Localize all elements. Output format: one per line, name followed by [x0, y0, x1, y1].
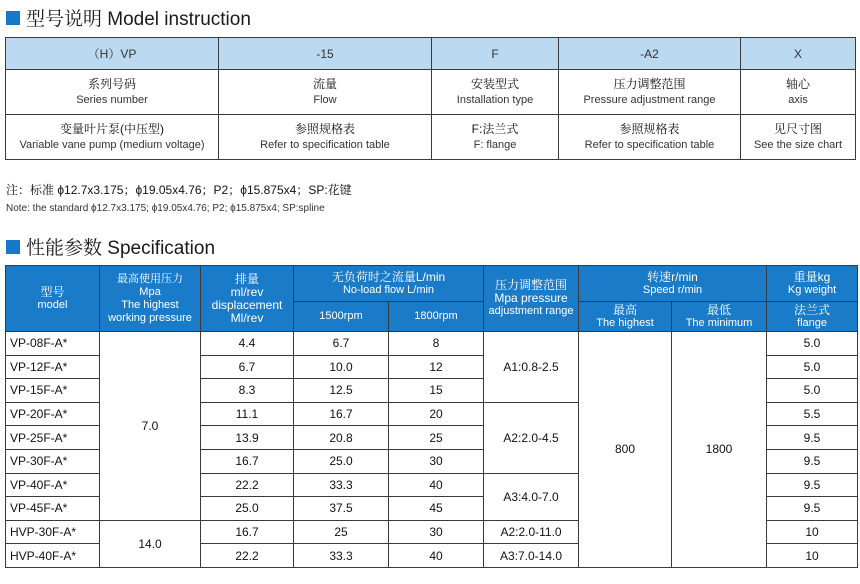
model-cell: VP-40F-A*	[6, 473, 100, 497]
header-displacement: 排量 ml/rev displacement Ml/rev	[201, 266, 294, 332]
section-marker-icon	[6, 11, 20, 25]
flow1500-cell: 37.5	[294, 497, 389, 521]
model-cell: VP-30F-A*	[6, 449, 100, 473]
flow1500-cell: 33.3	[294, 473, 389, 497]
code-install: F	[432, 38, 559, 70]
adjust-cell: A3:7.0-14.0	[484, 544, 579, 568]
disp-cell: 4.4	[201, 332, 294, 356]
header-1800rpm: 1800rpm	[389, 302, 484, 332]
section-title-spec	[6, 233, 215, 260]
header-pressure: 最高使用压力 Mpa The highest working pressure	[100, 266, 201, 332]
adjust-cell: A3:4.0-7.0	[484, 473, 579, 520]
note-en: Note: the standard ϕ12.7x3.175; ϕ19.05x4.76; P2; ϕ15.875x4; SP:spline	[6, 203, 325, 214]
flow1800-cell: 45	[389, 497, 484, 521]
flow1800-cell: 8	[389, 332, 484, 356]
code-flow: -15	[219, 38, 432, 70]
label-cell: 流量 Flow	[219, 70, 432, 115]
flow1800-cell: 15	[389, 379, 484, 403]
speed-highest-cell: 800	[579, 332, 672, 568]
desc-cell: 参照规格表 Refer to specification table	[559, 115, 741, 160]
header-adjust: 压力调整范围 Mpa pressure adjustment range	[484, 266, 579, 332]
desc-cell: 变量叶片泵(中压型) Variable vane pump (medium voltage)	[6, 115, 219, 160]
header-weight: 重量kg Kg weight	[767, 266, 858, 302]
model-cell: VP-15F-A*	[6, 379, 100, 403]
header-speed-highest: 最高 The highest	[579, 302, 672, 332]
header-flow: 无负荷时之流量L/min No-load flow L/min	[294, 266, 484, 302]
model-cell: VP-12F-A*	[6, 355, 100, 379]
header-model: 型号 model	[6, 266, 100, 332]
weight-cell: 5.0	[767, 332, 858, 356]
code-series: （H）VP	[6, 38, 219, 70]
model-label-row	[6, 70, 856, 115]
weight-cell: 5.0	[767, 379, 858, 403]
adjust-cell: A2:2.0-4.5	[484, 402, 579, 473]
header-flange: 法兰式 flange	[767, 302, 858, 332]
weight-cell: 5.5	[767, 402, 858, 426]
disp-cell: 16.7	[201, 520, 294, 544]
flow1500-cell: 25.0	[294, 449, 389, 473]
header-1500rpm: 1500rpm	[294, 302, 389, 332]
flow1500-cell: 10.0	[294, 355, 389, 379]
code-axis: X	[741, 38, 856, 70]
model-code-row	[6, 38, 856, 70]
flow1500-cell: 25	[294, 520, 389, 544]
code-pressure: -A2	[559, 38, 741, 70]
weight-cell: 10	[767, 544, 858, 568]
model-cell: VP-08F-A*	[6, 332, 100, 356]
header-speed: 转速r/min Speed r/min	[579, 266, 767, 302]
model-desc-row	[6, 115, 856, 160]
flow1800-cell: 40	[389, 544, 484, 568]
section-title-text: 性能参数 Specification	[26, 238, 216, 259]
label-cell: 安装型式 Installation type	[432, 70, 559, 115]
model-cell: VP-20F-A*	[6, 402, 100, 426]
label-cell: 压力调整范围 Pressure adjustment range	[559, 70, 741, 115]
speed-minimum-cell: 1800	[672, 332, 767, 568]
header-speed-minimum: 最低 The minimum	[672, 302, 767, 332]
disp-cell: 22.2	[201, 544, 294, 568]
flow1800-cell: 40	[389, 473, 484, 497]
flow1800-cell: 20	[389, 402, 484, 426]
flow1500-cell: 20.8	[294, 426, 389, 450]
section-marker-icon	[6, 240, 20, 254]
model-cell: VP-45F-A*	[6, 497, 100, 521]
note-cn: 注：标准 ϕ12.7x3.175；ϕ19.05x4.76；P2；ϕ15.875x4；SP:花键	[6, 183, 352, 197]
weight-cell: 10	[767, 520, 858, 544]
disp-cell: 22.2	[201, 473, 294, 497]
adjust-cell: A2:2.0-11.0	[484, 520, 579, 544]
disp-cell: 11.1	[201, 402, 294, 426]
desc-cell: F:法兰式 F: flange	[432, 115, 559, 160]
pressure-cell: 7.0	[100, 332, 201, 521]
label-cell: 轴心 axis	[741, 70, 856, 115]
model-cell: HVP-30F-A*	[6, 520, 100, 544]
weight-cell: 5.0	[767, 355, 858, 379]
specification-table	[5, 265, 858, 568]
flow1500-cell: 12.5	[294, 379, 389, 403]
flow1500-cell: 33.3	[294, 544, 389, 568]
section-title-model	[6, 4, 251, 31]
model-instruction-table	[5, 37, 856, 160]
desc-cell: 见尺寸图 See the size chart	[741, 115, 856, 160]
desc-cell: 参照规格表 Refer to specification table	[219, 115, 432, 160]
weight-cell: 9.5	[767, 449, 858, 473]
label-cell: 系列号码 Series number	[6, 70, 219, 115]
weight-cell: 9.5	[767, 497, 858, 521]
flow1800-cell: 25	[389, 426, 484, 450]
disp-cell: 25.0	[201, 497, 294, 521]
disp-cell: 16.7	[201, 449, 294, 473]
disp-cell: 6.7	[201, 355, 294, 379]
disp-cell: 13.9	[201, 426, 294, 450]
weight-cell: 9.5	[767, 473, 858, 497]
flow1800-cell: 30	[389, 520, 484, 544]
pressure-cell: 14.0	[100, 520, 201, 567]
flow1500-cell: 6.7	[294, 332, 389, 356]
spec-header-row	[6, 266, 858, 302]
weight-cell: 9.5	[767, 426, 858, 450]
adjust-cell: A1:0.8-2.5	[484, 332, 579, 403]
disp-cell: 8.3	[201, 379, 294, 403]
model-cell: HVP-40F-A*	[6, 544, 100, 568]
flow1500-cell: 16.7	[294, 402, 389, 426]
section-title-text: 型号说明 Model instruction	[26, 9, 251, 30]
table-row	[6, 332, 858, 356]
flow1800-cell: 30	[389, 449, 484, 473]
flow1800-cell: 12	[389, 355, 484, 379]
model-cell: VP-25F-A*	[6, 426, 100, 450]
